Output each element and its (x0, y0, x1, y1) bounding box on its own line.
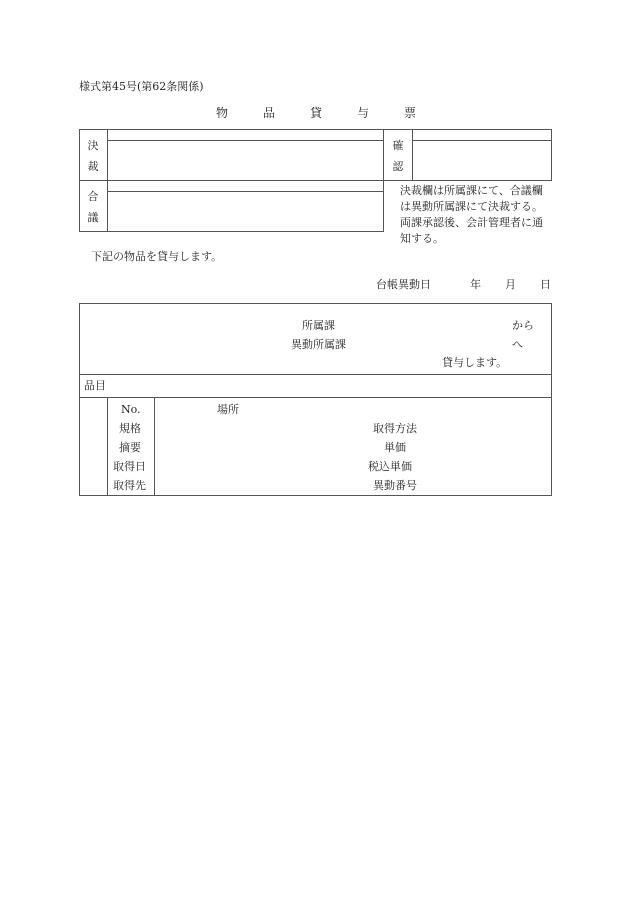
title-char: 物 (216, 106, 229, 120)
title-char: 品 (263, 106, 276, 120)
item-label-spec: 規格 (119, 422, 141, 435)
ledger-date-month: 月 (505, 278, 516, 291)
item-label-acquisition-method: 取得方法 (373, 422, 417, 435)
from-department-label: 所属課 (302, 319, 335, 332)
kakunin-label-2: 認 (392, 160, 404, 173)
approval-note-line-1: 決裁欄は所属課にて、合議欄 (400, 184, 543, 197)
from-suffix: から (512, 319, 534, 332)
ledger-date-label: 台帳異動日 (376, 278, 431, 291)
to-department-label: 異動所属課 (291, 338, 346, 351)
item-label-summary: 摘要 (119, 441, 141, 454)
title-char: 貸 (310, 106, 323, 120)
kakunin-label-1: 確 (392, 139, 404, 152)
gougi-label-2: 議 (87, 211, 99, 224)
to-suffix: へ (512, 338, 523, 351)
form-number: 様式第45号(第62条関係) (79, 80, 204, 93)
gougi-label-1: 合 (87, 190, 99, 203)
approval-note-line-2: は異動所属課にて決裁する。 (400, 200, 543, 213)
item-label-unit-price: 単価 (384, 441, 406, 454)
approval-note-line-4: 知する。 (400, 232, 444, 245)
ledger-date-year: 年 (470, 278, 481, 291)
item-label-tax-included-price: 税込単価 (368, 460, 412, 473)
items-header: 品目 (84, 379, 106, 392)
item-label-acquired-from: 取得先 (113, 479, 146, 492)
approval-note-line-3: 両課承認後、会計管理者に通 (400, 216, 543, 229)
item-label-no: No. (121, 403, 141, 416)
item-label-acquired-date: 取得日 (113, 460, 146, 473)
transfer-closing: 貸与します。 (442, 356, 508, 369)
kessai-label-2: 裁 (87, 160, 99, 173)
ledger-date-day: 日 (540, 278, 551, 291)
kessai-label-1: 決 (87, 139, 99, 152)
title-char: 与 (357, 106, 370, 120)
item-label-transfer-number: 異動番号 (373, 479, 417, 492)
item-label-place: 場所 (217, 403, 239, 416)
lending-statement: 下記の物品を貸与します。 (91, 250, 223, 263)
title-char: 票 (404, 106, 417, 120)
